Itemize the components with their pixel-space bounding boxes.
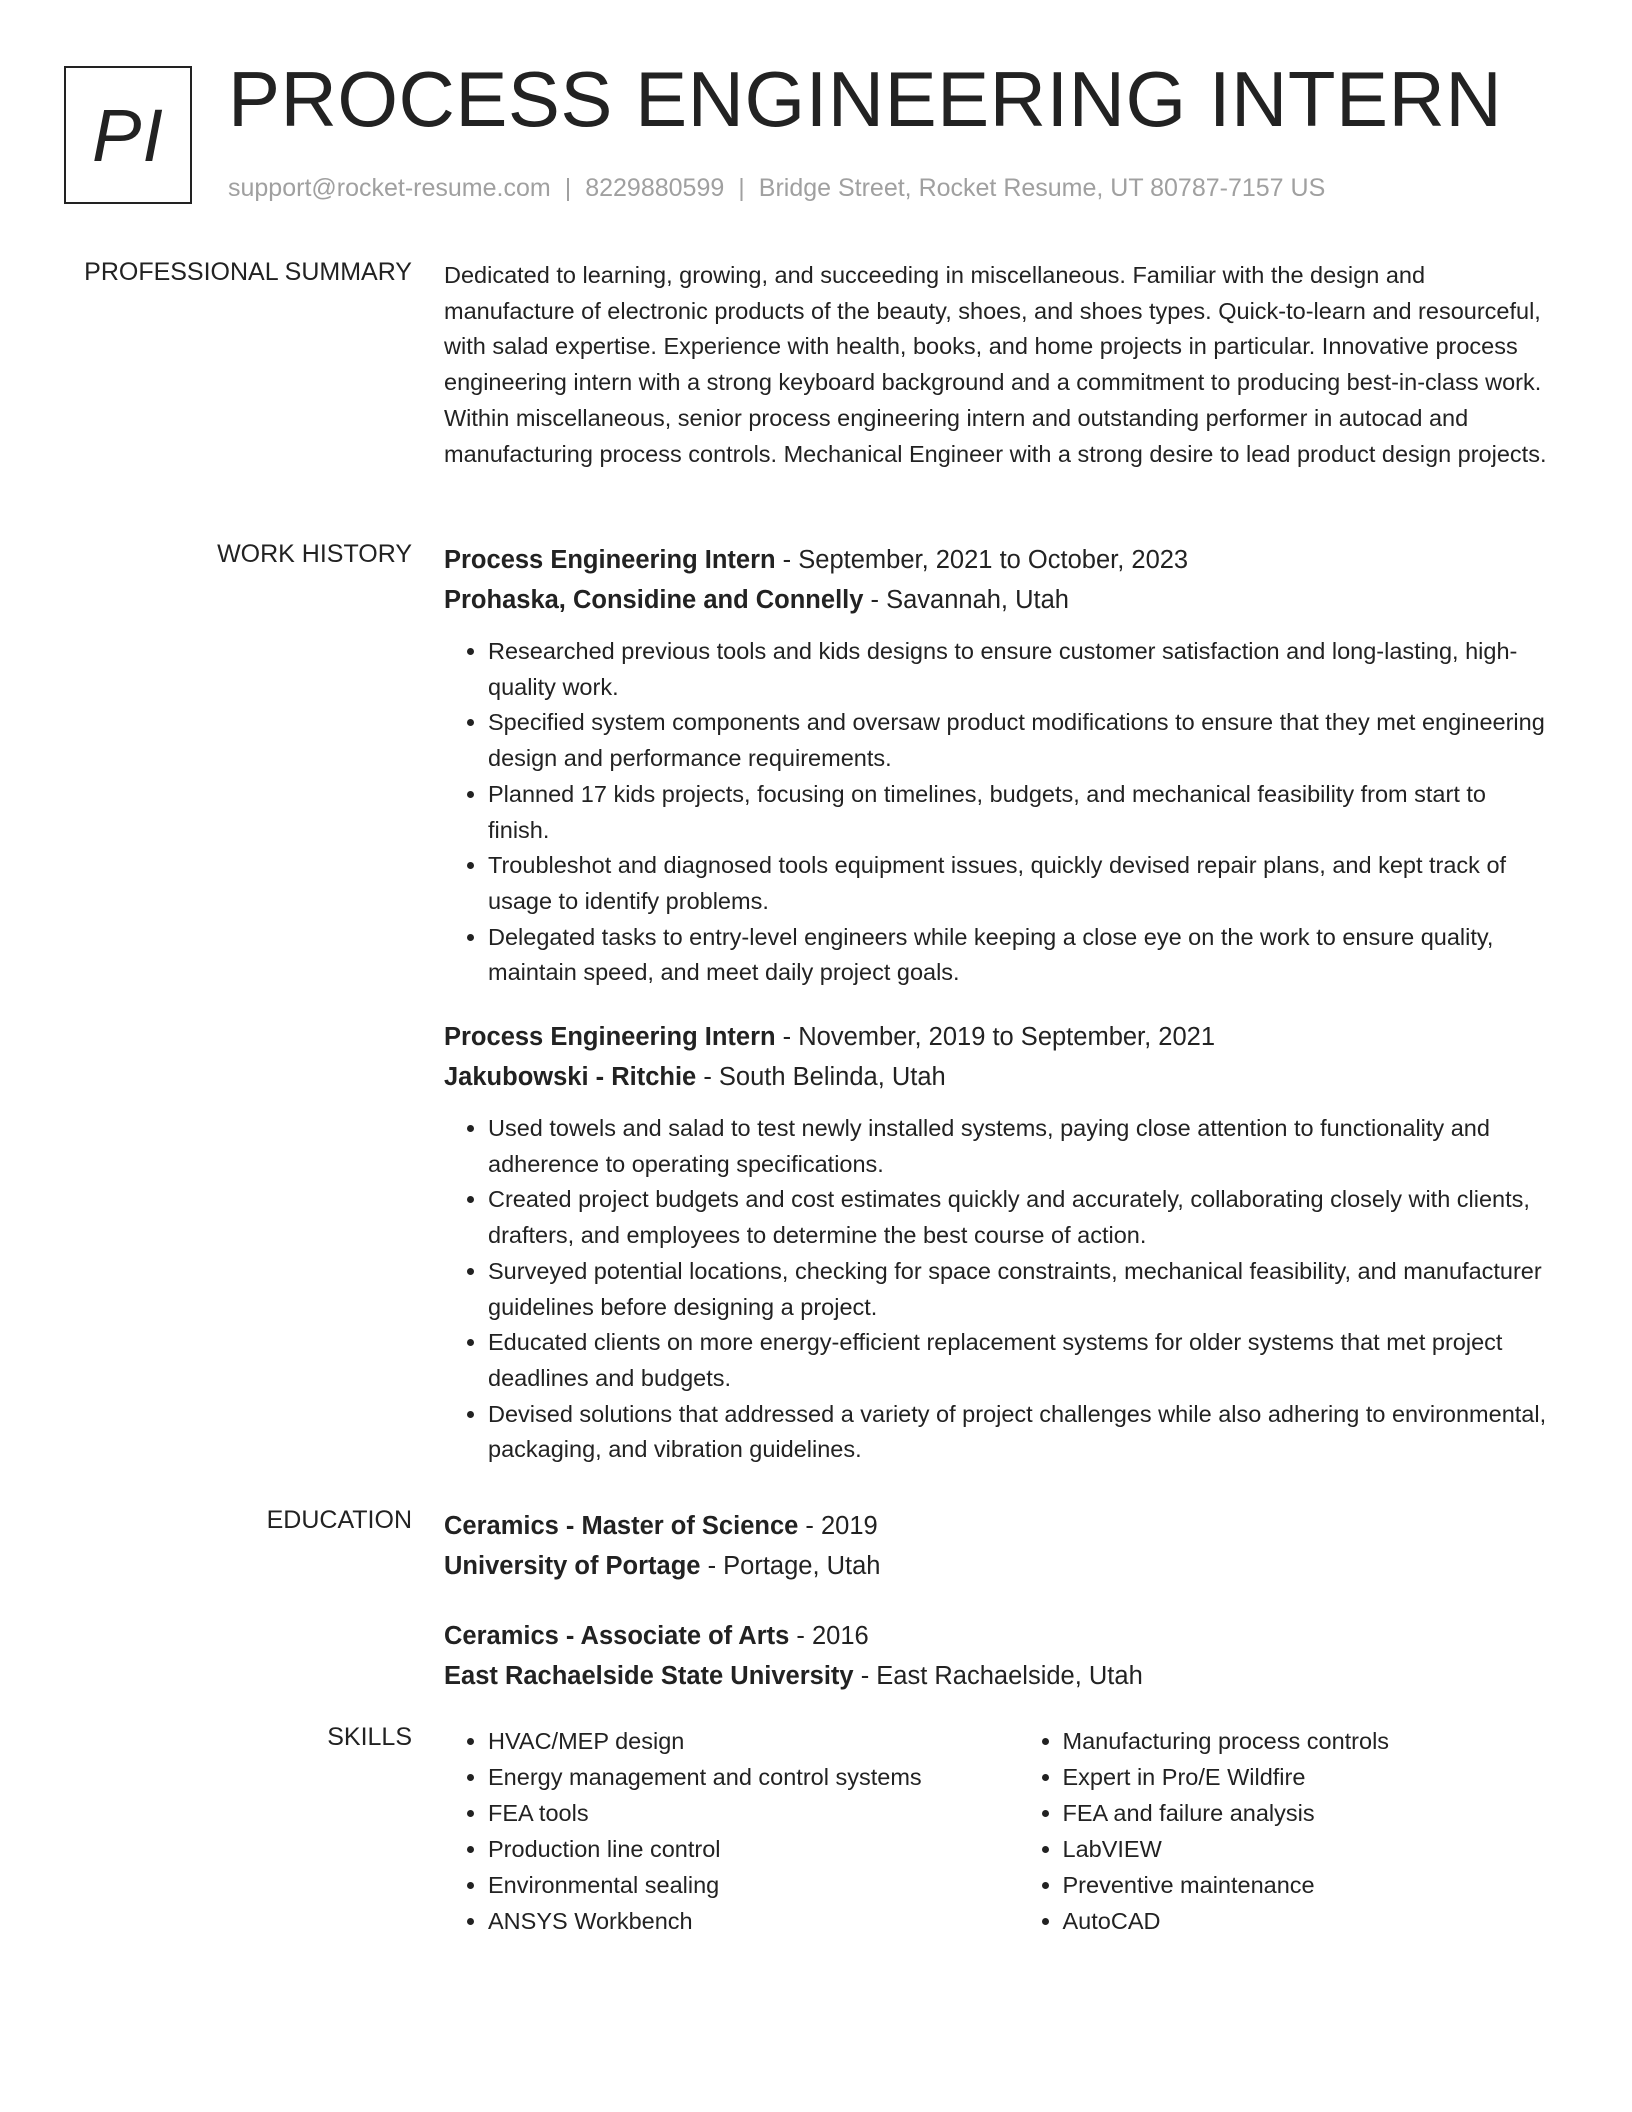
contact-email: support@rocket-resume.com [228, 174, 551, 202]
job-company-line [444, 580, 1548, 620]
education-school-line [444, 1656, 1548, 1696]
education-location: - East Rachaelside, Utah [853, 1662, 1143, 1690]
education-entry [444, 1506, 1548, 1586]
contact-phone: 8229880599 [585, 174, 725, 202]
job-company: Jakubowski - Ritchie [444, 1063, 697, 1092]
skill-item: • FEA and failure analysis [1063, 1795, 1549, 1831]
skill-item: • HVAC/MEP design [488, 1723, 974, 1759]
contact-address: Bridge Street, Rocket Resume, UT 80787-7157 US [758, 174, 1326, 202]
contact-line [228, 174, 1325, 203]
job-bullet: • Troubleshot and diagnosed tools equipment issues, quickly devised repair plans, and kept track of usage to identify problems. [488, 848, 1548, 919]
summary-body [444, 258, 1548, 472]
skill-item: • Preventive maintenance [1063, 1867, 1549, 1903]
education-degree: Ceramics - Master of Science [444, 1512, 799, 1540]
education-location: - Portage, Utah [700, 1552, 881, 1580]
skill-item: • LabVIEW [1063, 1831, 1549, 1867]
skill-item: • ANSYS Workbench [488, 1903, 974, 1939]
skills-list-left [444, 1723, 974, 1939]
education-year: - 2016 [789, 1622, 869, 1650]
skill-item: • Production line control [488, 1831, 974, 1867]
job-bullet: • Created project budgets and cost estimates quickly and accurately, collaborating closely with clients, drafters, and employees to determine the best course of action. [488, 1182, 1548, 1253]
education-body [444, 1506, 1548, 1726]
education-school-line [444, 1546, 1548, 1586]
skill-item: • Manufacturing process controls [1063, 1723, 1549, 1759]
education-entry [444, 1616, 1548, 1696]
work-body [444, 540, 1548, 1494]
job-bullet: • Devised solutions that addressed a variety of project challenges while also adhering to environmental, packaging, and vibration guidelines. [488, 1397, 1548, 1468]
skill-item: • Environmental sealing [488, 1867, 974, 1903]
job-title-line [444, 540, 1548, 580]
job-location: - Savannah, Utah [863, 586, 1069, 614]
education-degree-line [444, 1616, 1548, 1656]
section-title-work: WORK HISTORY [217, 540, 412, 568]
education-school: East Rachaelside State University [444, 1662, 854, 1690]
skill-item: • FEA tools [488, 1795, 974, 1831]
job-title-line [444, 1017, 1548, 1057]
contact-separator: | [564, 174, 572, 202]
job-role: Process Engineering Intern [444, 1023, 776, 1052]
job-bullets [444, 634, 1548, 991]
section-title-skills: SKILLS [327, 1723, 412, 1751]
job-company-line [444, 1057, 1548, 1097]
section-title-summary: PROFESSIONAL SUMMARY [84, 258, 412, 286]
job-location: - South Belinda, Utah [696, 1063, 946, 1092]
job-entry [444, 540, 1548, 991]
job-dates: - November, 2019 to September, 2021 [775, 1023, 1216, 1052]
job-bullet: • Used towels and salad to test newly installed systems, paying close attention to functionality and adherence to operating specifications. [488, 1111, 1548, 1182]
job-bullet: • Specified system components and oversaw product modifications to ensure that they met engineering design and performance requirements. [488, 705, 1548, 776]
job-bullet: • Surveyed potential locations, checking for space constraints, mechanical feasibility, and manufacturer guidelines before designing a project. [488, 1254, 1548, 1325]
education-year: - 2019 [798, 1512, 878, 1540]
skill-item: • Energy management and control systems [488, 1759, 974, 1795]
job-bullets [444, 1111, 1548, 1468]
job-bullet: • Educated clients on more energy-efficient replacement systems for older systems that met project deadlines and budgets. [488, 1325, 1548, 1396]
skill-item: • Expert in Pro/E Wildfire [1063, 1759, 1549, 1795]
section-title-education: EDUCATION [266, 1506, 412, 1534]
job-dates: - September, 2021 to October, 2023 [775, 546, 1189, 574]
job-company: Prohaska, Considine and Connelly [444, 586, 864, 614]
monogram-logo: PI [64, 66, 192, 204]
skills-list-right [1019, 1723, 1549, 1939]
job-bullet: • Delegated tasks to entry-level engineers while keeping a close eye on the work to ensure quality, maintain speed, and meet daily project goals. [488, 920, 1548, 991]
education-degree-line [444, 1506, 1548, 1546]
skills-body [444, 1723, 1548, 1939]
education-degree: Ceramics - Associate of Arts [444, 1622, 790, 1650]
education-school: University of Portage [444, 1552, 701, 1580]
summary-text: Dedicated to learning, growing, and succeeding in miscellaneous. Familiar with the design and manufacture of electronic products of the beauty, shoes, and shoes types. Quick-to-learn and resourceful, with salad expertise. Experience with health, books, and home projects in particular. Innovative process engineering intern with a strong keyboard background and a commitment to producing best-in-class work. Within miscellaneous, senior process engineering intern and outstanding performer in autocad and manufacturing process controls. Mechanical Engineer with a strong desire to lead product design projects. [444, 262, 1547, 467]
job-role: Process Engineering Intern [444, 546, 776, 574]
job-bullet: • Researched previous tools and kids designs to ensure customer satisfaction and long-lasting, high-quality work. [488, 634, 1548, 705]
job-entry [444, 1017, 1548, 1468]
skill-item: • AutoCAD [1063, 1903, 1549, 1939]
job-bullet: • Planned 17 kids projects, focusing on timelines, budgets, and mechanical feasibility from start to finish. [488, 777, 1548, 848]
resume-title: PROCESS ENGINEERING INTERN [228, 55, 1503, 143]
contact-separator: | [738, 174, 745, 202]
